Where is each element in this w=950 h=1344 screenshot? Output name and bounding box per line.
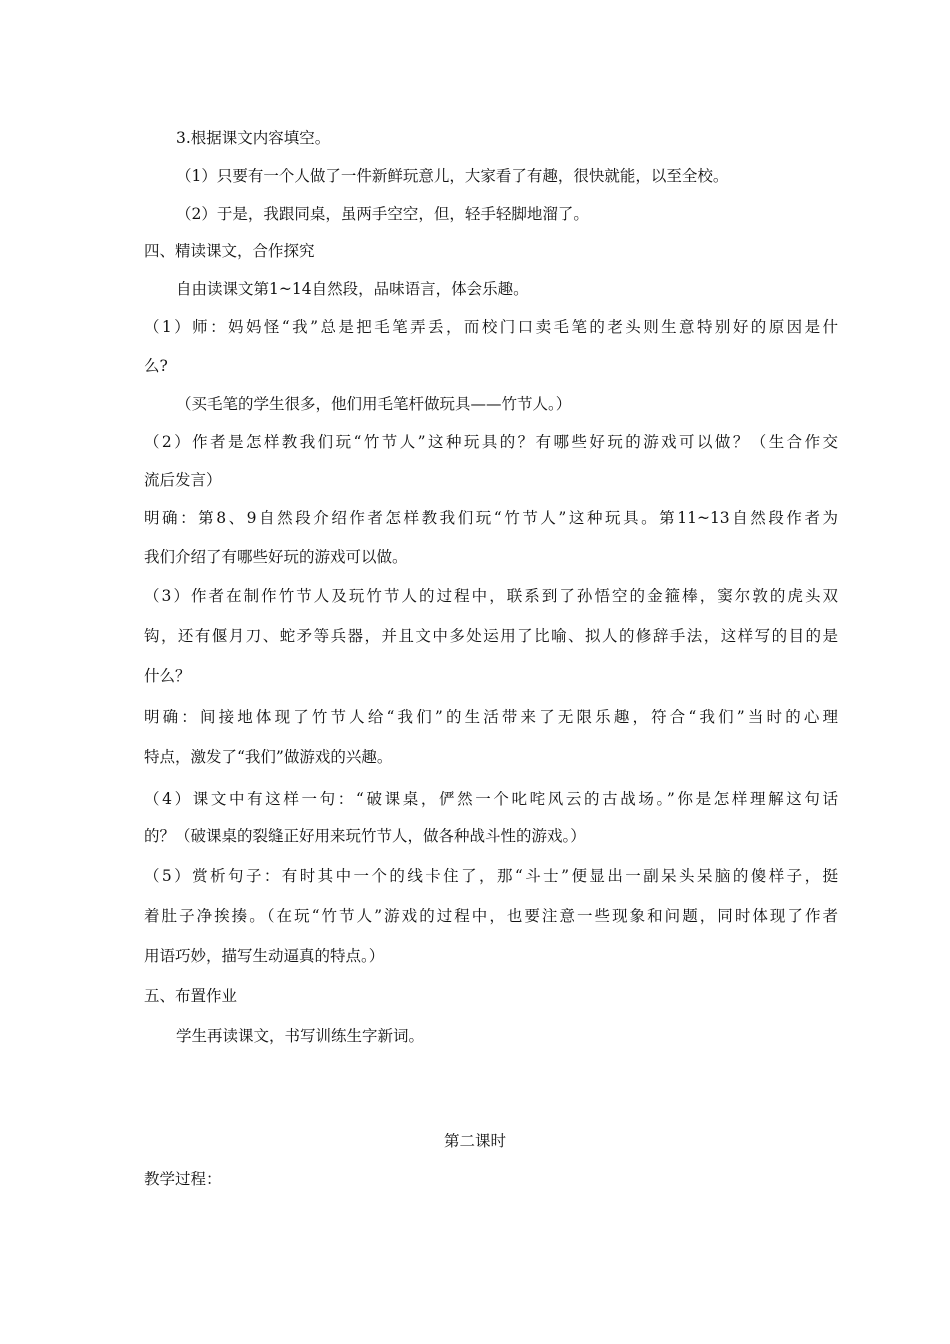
reading-instruction: 自由读课文第1~14自然段，品味语言，体会乐趣。 bbox=[176, 280, 529, 298]
question-2-line-1: （2）作者是怎样教我们玩“竹节人”这种玩具的？有哪些好玩的游戏可以做？（生合作交 bbox=[144, 433, 838, 451]
teaching-process-label: 教学过程： bbox=[144, 1170, 222, 1188]
question-4-line-1: （4）课文中有这样一句：“破课桌，俨然一个叱咤风云的古战场。”你是怎样理解这句话 bbox=[144, 790, 838, 808]
question-3-line-3: 什么？ bbox=[144, 667, 191, 685]
answer-3-line-1: 明确：间接地体现了竹节人给“我们”的生活带来了无限乐趣，符合“我们”当时的心理 bbox=[144, 708, 838, 726]
fill-blank-item-2: （2）于是，我跟同桌，虽两手空空，但，轻手轻脚地溜了。 bbox=[176, 205, 589, 223]
homework-text: 学生再读课文，书写训练生字新词。 bbox=[176, 1027, 425, 1045]
answer-2-line-2: 我们介绍了有哪些好玩的游戏可以做。 bbox=[144, 548, 408, 566]
section-four-heading: 四、精读课文，合作探究 bbox=[144, 242, 315, 260]
question-1-line-2: 么? bbox=[144, 357, 168, 375]
second-lesson-title: 第二课时 bbox=[443, 1132, 506, 1150]
question-5-line-3: 用语巧妙，描写生动逼真的特点。） bbox=[144, 947, 385, 965]
fill-blank-heading: 3.根据课文内容填空。 bbox=[176, 129, 331, 147]
answer-2-line-1: 明确：第8、9自然段介绍作者怎样教我们玩“竹节人”这种玩具。第11~13自然段作者为 bbox=[144, 509, 838, 527]
question-3-line-1: （3）作者在制作竹节人及玩竹节人的过程中，联系到了孙悟空的金箍棒，窦尔敦的虎头双 bbox=[144, 587, 838, 605]
question-2-line-2: 流后发言） bbox=[144, 471, 222, 489]
question-5-line-2: 着肚子净挨揍。（在玩“竹节人”游戏的过程中，也要注意一些现象和问题，同时体现了作者 bbox=[144, 907, 838, 925]
section-five-heading: 五、布置作业 bbox=[144, 987, 238, 1005]
fill-blank-item-1: （1）只要有一个人做了一件新鲜玩意儿，大家看了有趣，很快就能，以至全校。 bbox=[176, 167, 729, 185]
question-5-line-1: （5）赏析句子：有时其中一个的线卡住了，那“斗士”便显出一副呆头呆脑的傻样子，挺 bbox=[144, 867, 838, 885]
answer-3-line-2: 特点，激发了“我们”做游戏的兴趣。 bbox=[144, 748, 393, 766]
question-3-line-2: 钩，还有偃月刀、蛇矛等兵器，并且文中多处运用了比喻、拟人的修辞手法，这样写的目的是 bbox=[144, 627, 838, 645]
answer-1: （买毛笔的学生很多，他们用毛笔杆做玩具——竹节人。） bbox=[176, 395, 572, 413]
question-1-line-1: （1）师：妈妈怪“我”总是把毛笔弄丢，而校门口卖毛笔的老头则生意特别好的原因是什 bbox=[144, 318, 838, 336]
question-4-line-2: 的？（破课桌的裂缝正好用来玩竹节人，做各种战斗性的游戏。） bbox=[144, 827, 586, 845]
